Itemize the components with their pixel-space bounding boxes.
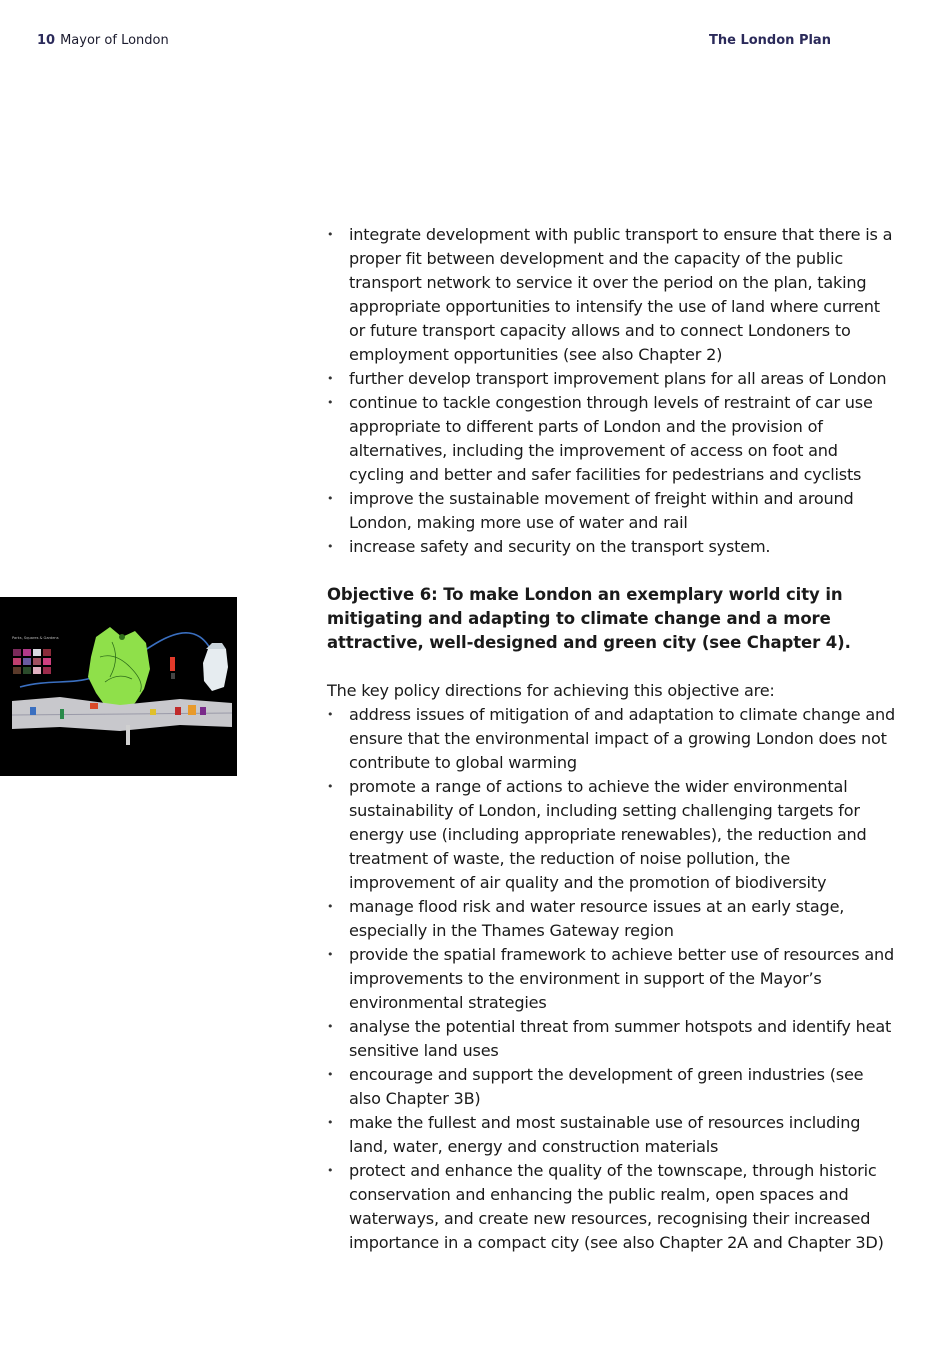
- list-item: • improve the sustainable movement of freight within and around London, making more use of water and rail: [327, 487, 897, 535]
- objective-6-bullet-list: [327, 703, 897, 1255]
- list-item: • analyse the potential threat from summer hotspots and identify heat sensitive land uses: [327, 1015, 897, 1063]
- list-item: • further develop transport improvement plans for all areas of London: [327, 367, 897, 391]
- illustration-green-city: [0, 597, 237, 776]
- list-item: • manage flood risk and water resource issues at an early stage, especially in the Thames Gateway region: [327, 895, 897, 943]
- document-title: The London Plan: [709, 33, 831, 48]
- list-item: • provide the spatial framework to achieve better use of resources and improvements to the environment in support of the Mayor’s environmental strategies: [327, 943, 897, 1015]
- publisher-name: Mayor of London: [60, 33, 169, 48]
- list-item: • make the fullest and most sustainable use of resources including land, water, energy and construction materials: [327, 1111, 897, 1159]
- list-item: • encourage and support the development of green industries (see also Chapter 3B): [327, 1063, 897, 1111]
- transport-bullet-list: [327, 223, 897, 559]
- objective-6-heading: Objective 6: To make London an exemplary world city in mitigating and adapting to climate change and a more attractive, well-designed and green city (see Chapter 4).: [327, 585, 851, 652]
- page-number: 10: [37, 33, 56, 48]
- list-item: • increase safety and security on the transport system.: [327, 535, 897, 559]
- list-item: • continue to tackle congestion through levels of restraint of car use appropriate to different parts of London and the provision of alternatives, including the improvement of access on foot and cycling and better and safer facilities for pedestrians and cyclists: [327, 391, 897, 487]
- main-text: [327, 223, 897, 1255]
- list-item: • promote a range of actions to achieve the wider environmental sustainability of London, including setting challenging targets for energy use (including appropriate renewables), the reduction and treatment of waste, the reduction of noise pollution, the improvement of air quality and the promotion of biodiversity: [327, 775, 897, 895]
- figure-caption: Parks, Squares & Gardens: [12, 636, 59, 640]
- objective-6-intro: The key policy directions for achieving this objective are:: [327, 681, 775, 700]
- list-item: • protect and enhance the quality of the townscape, through historic conservation and enhancing the public realm, open spaces and waterways, and create new resources, recognising their increased importance in a compact city (see also Chapter 2A and Chapter 3D): [327, 1159, 897, 1255]
- list-item: • address issues of mitigation of and adaptation to climate change and ensure that the environmental impact of a growing London does not contribute to global warming: [327, 703, 897, 775]
- list-item: • integrate development with public transport to ensure that there is a proper fit between development and the capacity of the public transport network to service it over the period on the plan, taking appropriate opportunities to intensify the use of land where current or future transport capacity allows and to connect Londoners to employment opportunities (see also Chapter 2): [327, 223, 897, 367]
- running-header-left: [37, 33, 169, 48]
- illustration-artwork: [0, 597, 237, 776]
